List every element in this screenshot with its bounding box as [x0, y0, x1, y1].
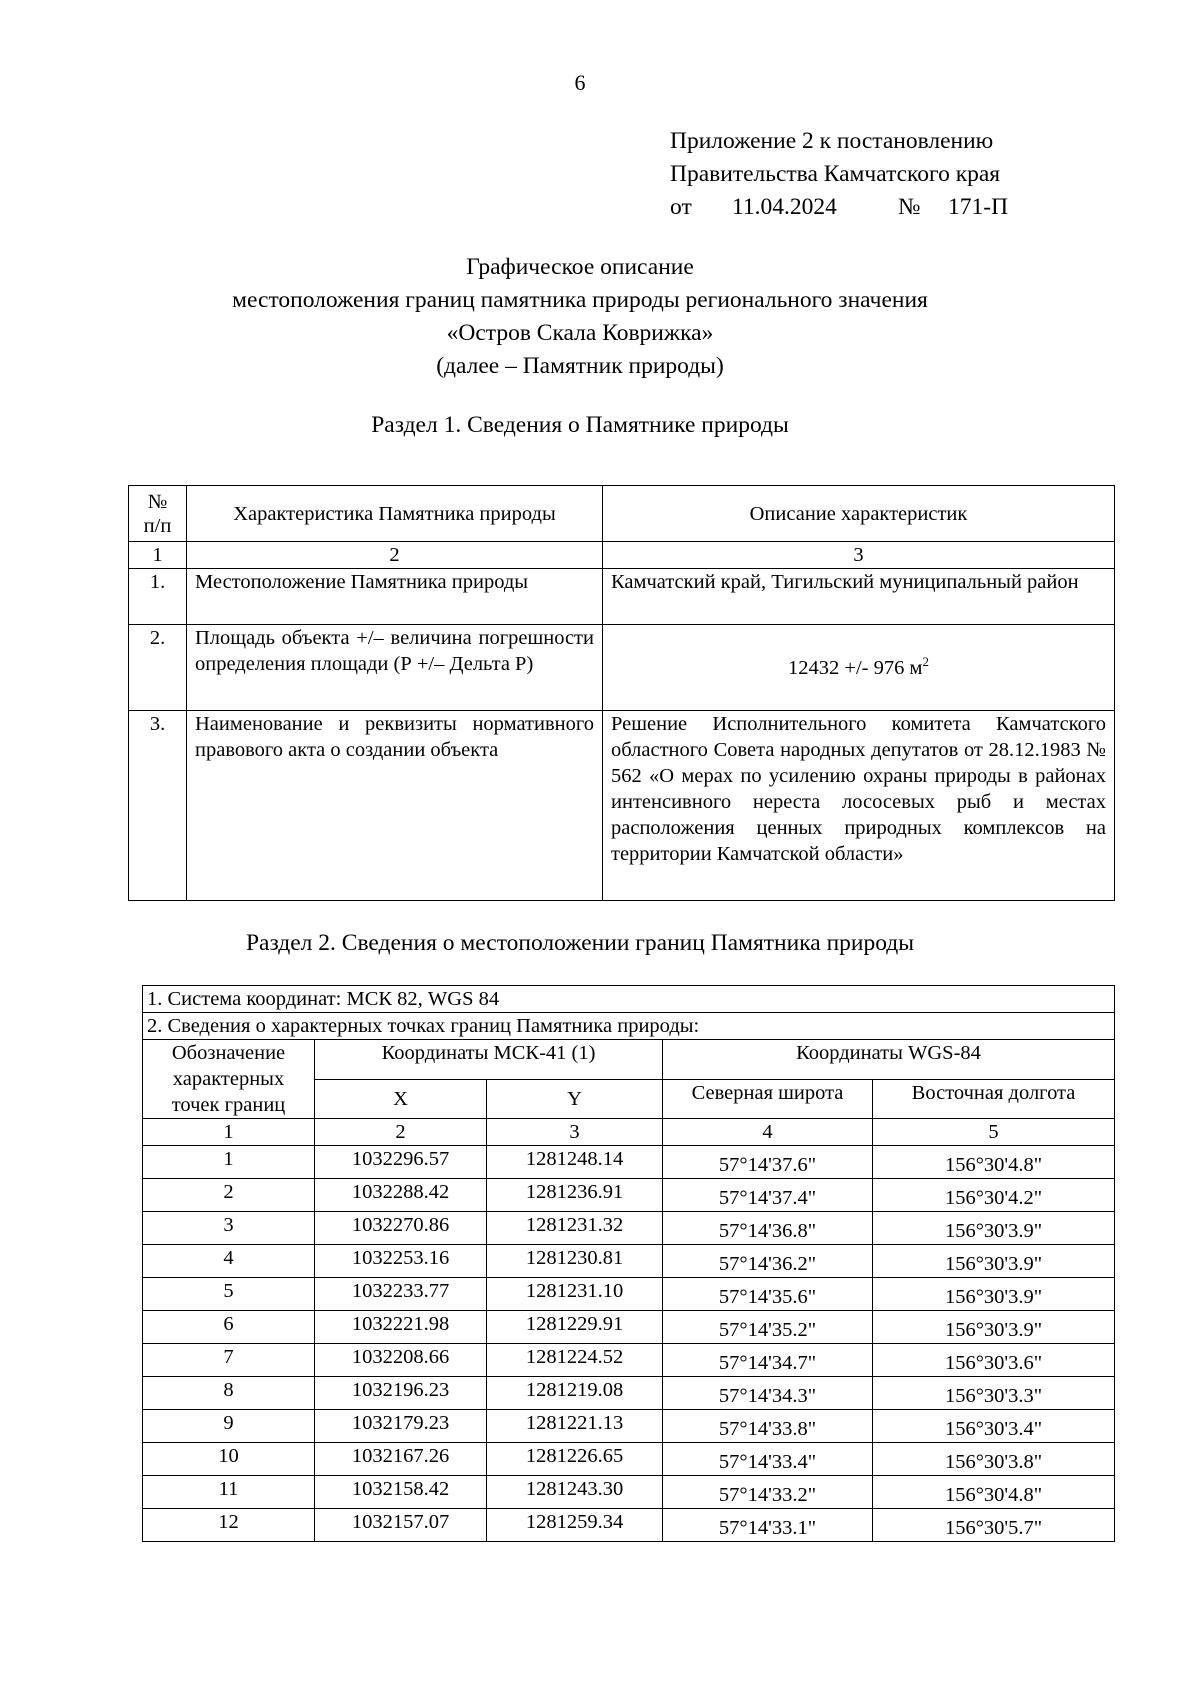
- point-lon: 156°30'3.8": [873, 1443, 1115, 1476]
- row-description: Решение Исполнительного комитета Камчатского областного Совета народных депутатов от 28.12.1983 № 562 «О мерах по усилению охраны природы в районах интенсивного нереста лососевых рыб и местах расположения ценных природных комплексов на территории Камчатской области»: [603, 711, 1115, 901]
- table-header-row: [129, 486, 1115, 542]
- header-row: [143, 1040, 1115, 1080]
- coord-system-row: [143, 986, 1115, 1013]
- header-characteristic: Характеристика Памятника природы: [187, 486, 603, 542]
- col-number: 5: [873, 1119, 1115, 1146]
- col-number: 3: [487, 1119, 663, 1146]
- row-characteristic: Площадь объекта +/– величина погрешности определения площади (Р +/– Дельта Р): [187, 625, 603, 711]
- point-y: 1281219.08: [487, 1377, 663, 1410]
- points-caption-row: [143, 1013, 1115, 1040]
- point-lat: 57°14'35.6": [663, 1278, 873, 1311]
- table-row: [143, 1278, 1115, 1311]
- points-caption: 2. Сведения о характерных точках границ Памятника природы:: [143, 1013, 1115, 1040]
- table-row: [143, 1509, 1115, 1542]
- table-row: [143, 1344, 1115, 1377]
- point-id: 1: [143, 1146, 315, 1179]
- point-y: 1281230.81: [487, 1245, 663, 1278]
- table-row: [129, 569, 1115, 625]
- table-row: [143, 1212, 1115, 1245]
- row-number: 3.: [129, 711, 187, 901]
- table-row: [143, 1476, 1115, 1509]
- header-msk: Координаты МСК-41 (1): [315, 1040, 663, 1080]
- table-row: [143, 1443, 1115, 1476]
- point-y: 1281224.52: [487, 1344, 663, 1377]
- point-lat: 57°14'36.8": [663, 1212, 873, 1245]
- point-lon: 156°30'4.8": [873, 1146, 1115, 1179]
- coord-system: 1. Система координат: МСК 82, WGS 84: [143, 986, 1115, 1013]
- point-id: 11: [143, 1476, 315, 1509]
- title-line-4: (далее – Памятник природы): [436, 353, 724, 379]
- table-row: [129, 625, 1115, 711]
- point-lat: 57°14'33.8": [663, 1410, 873, 1443]
- point-id: 10: [143, 1443, 315, 1476]
- number-sign: №: [898, 194, 921, 220]
- col-number: 2: [187, 542, 603, 569]
- point-lon: 156°30'3.4": [873, 1410, 1115, 1443]
- header-x: X: [315, 1079, 487, 1119]
- page-number: 6: [574, 70, 586, 95]
- col-number: 1: [129, 542, 187, 569]
- point-y: 1281231.10: [487, 1278, 663, 1311]
- table-row: [143, 1179, 1115, 1212]
- col-number: 3: [603, 542, 1115, 569]
- point-lon: 156°30'3.9": [873, 1245, 1115, 1278]
- point-x: 1032196.23: [315, 1377, 487, 1410]
- point-lon: 156°30'3.3": [873, 1377, 1115, 1410]
- point-y: 1281243.30: [487, 1476, 663, 1509]
- table-row: [143, 1245, 1115, 1278]
- point-id: 7: [143, 1344, 315, 1377]
- point-y: 1281236.91: [487, 1179, 663, 1212]
- boundary-points-table: [142, 985, 1115, 1542]
- point-x: 1032296.57: [315, 1146, 487, 1179]
- point-y: 1281248.14: [487, 1146, 663, 1179]
- area-value: 12432 +/- 976 м: [788, 656, 923, 679]
- point-lon: 156°30'5.7": [873, 1509, 1115, 1542]
- table-row: [143, 1410, 1115, 1443]
- header-y: Y: [487, 1079, 663, 1119]
- section-2-title: Раздел 2. Сведения о местоположении границ Памятника природы: [245, 930, 915, 956]
- col-number: 1: [143, 1119, 315, 1146]
- document-title: [0, 251, 1160, 383]
- point-x: 1032253.16: [315, 1245, 487, 1278]
- point-x: 1032288.42: [315, 1179, 487, 1212]
- point-lat: 57°14'33.2": [663, 1476, 873, 1509]
- resolution-date: 11.04.2024: [732, 194, 837, 220]
- header-lat: Северная широта: [663, 1079, 873, 1119]
- point-x: 1032270.86: [315, 1212, 487, 1245]
- point-y: 1281231.32: [487, 1212, 663, 1245]
- point-lon: 156°30'3.6": [873, 1344, 1115, 1377]
- point-lon: 156°30'3.9": [873, 1311, 1115, 1344]
- point-id: 4: [143, 1245, 315, 1278]
- column-number-row: [143, 1119, 1115, 1146]
- point-lat: 57°14'34.7": [663, 1344, 873, 1377]
- row-number: 1.: [129, 569, 187, 625]
- point-id: 5: [143, 1278, 315, 1311]
- column-number-row: [129, 542, 1115, 569]
- point-lat: 57°14'37.6": [663, 1146, 873, 1179]
- point-y: 1281229.91: [487, 1311, 663, 1344]
- point-x: 1032158.42: [315, 1476, 487, 1509]
- point-lon: 156°30'3.9": [873, 1212, 1115, 1245]
- point-x: 1032157.07: [315, 1509, 487, 1542]
- row-description: Камчатский край, Тигильский муниципальный район: [603, 569, 1115, 625]
- title-line-3: «Остров Скала Коврижка»: [446, 320, 714, 346]
- point-id: 8: [143, 1377, 315, 1410]
- header-description: Описание характеристик: [603, 486, 1115, 542]
- section-1-title: Раздел 1. Сведения о Памятнике природы: [371, 412, 789, 438]
- table-row: [143, 1311, 1115, 1344]
- table-row: [143, 1146, 1115, 1179]
- row-description-area: [603, 625, 1115, 711]
- point-lat: 57°14'33.4": [663, 1443, 873, 1476]
- row-number: 2.: [129, 625, 187, 711]
- header-wgs: Координаты WGS-84: [663, 1040, 1115, 1080]
- point-y: 1281221.13: [487, 1410, 663, 1443]
- point-lat: 57°14'36.2": [663, 1245, 873, 1278]
- point-lon: 156°30'4.8": [873, 1476, 1115, 1509]
- row-characteristic: Наименование и реквизиты нормативного правового акта о создании объекта: [187, 711, 603, 901]
- point-lon: 156°30'4.2": [873, 1179, 1115, 1212]
- table-row: [143, 1377, 1115, 1410]
- col-number: 4: [663, 1119, 873, 1146]
- point-id: 2: [143, 1179, 315, 1212]
- title-line-1: Графическое описание: [466, 254, 694, 280]
- point-id: 6: [143, 1311, 315, 1344]
- point-id: 9: [143, 1410, 315, 1443]
- header-lon: Восточная долгота: [873, 1079, 1115, 1119]
- header-designation: Обозначение характерных точек границ: [143, 1040, 315, 1119]
- point-id: 12: [143, 1509, 315, 1542]
- point-lat: 57°14'35.2": [663, 1311, 873, 1344]
- point-x: 1032167.26: [315, 1443, 487, 1476]
- characteristics-table: [128, 485, 1115, 901]
- table-row: [129, 711, 1115, 901]
- header-number: № п/п: [129, 486, 187, 542]
- appendix-line-2: Правительства Камчатского края: [670, 161, 1001, 187]
- date-prefix: от: [670, 194, 692, 220]
- point-y: 1281226.65: [487, 1443, 663, 1476]
- point-lon: 156°30'3.9": [873, 1278, 1115, 1311]
- appendix-line-1: Приложение 2 к постановлению: [670, 128, 994, 154]
- point-lat: 57°14'37.4": [663, 1179, 873, 1212]
- point-x: 1032208.66: [315, 1344, 487, 1377]
- point-x: 1032179.23: [315, 1410, 487, 1443]
- point-y: 1281259.34: [487, 1509, 663, 1542]
- title-line-2: местоположения границ памятника природы регионального значения: [232, 287, 928, 313]
- area-unit-exponent: 2: [922, 653, 929, 669]
- point-id: 3: [143, 1212, 315, 1245]
- point-lat: 57°14'33.1": [663, 1509, 873, 1542]
- point-x: 1032233.77: [315, 1278, 487, 1311]
- appendix-date-line: [670, 191, 1008, 224]
- point-lat: 57°14'34.3": [663, 1377, 873, 1410]
- row-characteristic: Местоположение Памятника природы: [187, 569, 603, 625]
- col-number: 2: [315, 1119, 487, 1146]
- point-x: 1032221.98: [315, 1311, 487, 1344]
- resolution-number: 171-П: [948, 194, 1009, 220]
- appendix-header: [670, 125, 1008, 224]
